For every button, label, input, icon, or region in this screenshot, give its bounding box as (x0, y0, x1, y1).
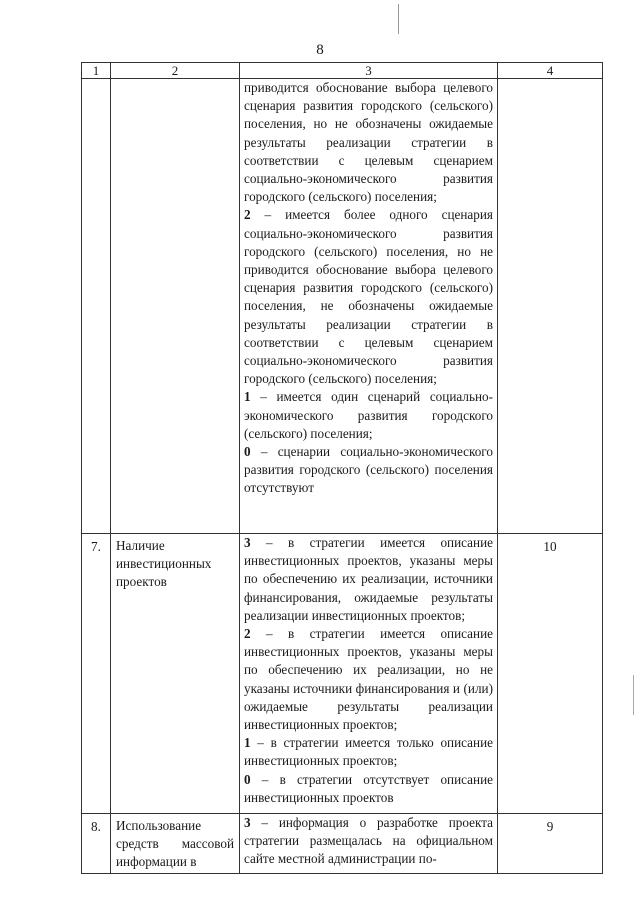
criterion-paragraph: 3 – информация о разработке проекта стратегии размещалась на официальном сайте местной администрации по- (244, 815, 493, 867)
row-number: 7. (82, 534, 111, 814)
scan-artifact-line (398, 4, 399, 34)
criterion-description (240, 814, 498, 874)
max-score: 10 (498, 534, 603, 814)
table-row (82, 814, 603, 874)
criterion-paragraph: 2 – в стратегии имеется описание инвестиционных проектов, указаны меры по обеспечению их реализации, но не указаны источники финансирования и (или) ожидаемые результаты реализации инвестиционных проектов; (244, 626, 493, 733)
criterion-name: Наличие инвестиционных проектов (111, 534, 240, 814)
table-row (82, 534, 603, 814)
criteria-table (81, 62, 603, 874)
criterion-paragraph: 3 – в стратегии имеется описание инвестиционных проектов, указаны меры по обеспечению их реализации, источники финансирования, ожидаемые результаты реализации инвестиционных проектов; (244, 535, 493, 623)
page-number: 8 (316, 42, 324, 58)
criterion-name (111, 79, 240, 534)
row-number: 8. (82, 814, 111, 874)
criterion-paragraph: 2 – имеется более одного сценария социально-экономического развития городского (сельского) поселения, но не приводится обоснование выбора целевого сценария развития городского (сельского) поселения, не обозначены ожидаемые результаты реализации стратегии в соответствии с целевым сценарием социально-экономического развития городского (сельского) поселения; (244, 207, 493, 387)
criterion-paragraph: 0 – в стратегии отсутствует описание инвестиционных проектов (244, 771, 493, 805)
table-header-row (82, 63, 603, 79)
max-score (498, 79, 603, 534)
criterion-name: Использование средств массовой информации в (111, 814, 240, 874)
max-score: 9 (498, 814, 603, 874)
criterion-paragraph: 1 – имеется один сценарий социально-экономического развития городского (сельского) поселения; (244, 389, 493, 441)
column-header: 4 (498, 63, 603, 79)
criterion-paragraph: 1 – в стратегии имеется только описание инвестиционных проектов; (244, 735, 493, 769)
column-header: 3 (240, 63, 498, 79)
scan-edge-mark (633, 675, 634, 715)
column-header: 2 (111, 63, 240, 79)
row-number (82, 79, 111, 534)
criterion-paragraph: приводится обоснование выбора целевого сценария развития городского (сельского) поселения, но не обозначены ожидаемые результаты реализации стратегии в соответствии с целевым сценарием социально-экономического развития городского (сельского) поселения; (244, 80, 493, 205)
column-header: 1 (82, 63, 111, 79)
criterion-description (240, 79, 498, 534)
criterion-paragraph: 0 – сценарии социально-экономического развития городского (сельского) поселения отсутствуют (244, 444, 493, 496)
table-row (82, 79, 603, 534)
criterion-description (240, 534, 498, 814)
